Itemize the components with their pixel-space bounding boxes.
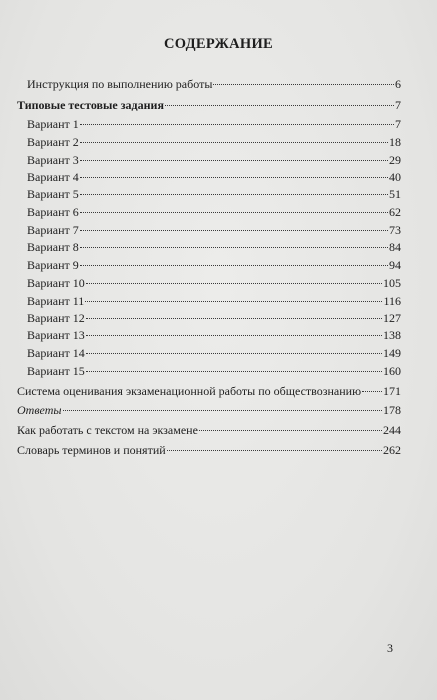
dot-leader bbox=[86, 335, 382, 336]
toc-entry-variant bbox=[27, 364, 401, 378]
toc-entry-label: Вариант 4 bbox=[27, 170, 79, 184]
toc-entry-variant bbox=[27, 240, 401, 254]
dot-leader bbox=[80, 124, 394, 125]
toc-entry-label: Вариант 2 bbox=[27, 135, 79, 149]
toc-entry-page: 73 bbox=[389, 223, 401, 237]
dot-leader bbox=[80, 230, 388, 231]
toc-entry-page: 262 bbox=[383, 443, 401, 457]
dot-leader bbox=[86, 318, 382, 319]
dot-leader bbox=[86, 353, 382, 354]
toc-entry-grading-system bbox=[17, 384, 401, 398]
dot-leader bbox=[86, 283, 382, 284]
toc-entry-variant bbox=[27, 205, 401, 219]
toc-entry-page: 62 bbox=[389, 205, 401, 219]
toc-entry-label: Вариант 6 bbox=[27, 205, 79, 219]
toc-entry-typical-tasks bbox=[17, 98, 401, 112]
toc-entry-label: Словарь терминов и понятий bbox=[17, 443, 166, 457]
toc-entry-label: Как работать с текстом на экзамене bbox=[17, 423, 198, 437]
dot-leader bbox=[80, 160, 388, 161]
dot-leader bbox=[165, 105, 394, 106]
toc-entry-label: Вариант 13 bbox=[27, 328, 85, 342]
page-title: СОДЕРЖАНИЕ bbox=[163, 36, 274, 52]
dot-leader bbox=[213, 84, 394, 85]
dot-leader bbox=[362, 391, 382, 392]
toc-entry-variant bbox=[27, 276, 401, 290]
toc-entry-label: Вариант 9 bbox=[27, 258, 79, 272]
toc-entry-page: 116 bbox=[383, 294, 401, 308]
toc-entry-variant bbox=[27, 117, 401, 131]
dot-leader bbox=[85, 301, 382, 302]
toc-entry-glossary bbox=[17, 443, 401, 457]
toc-entry-variant bbox=[27, 311, 401, 325]
toc-entry-label: Инструкция по выполнению работы bbox=[27, 77, 213, 91]
toc-entry-label: Система оценивания экзаменационной работы по обществознанию bbox=[17, 384, 362, 398]
dot-leader bbox=[80, 142, 388, 143]
toc-entry-variant bbox=[27, 223, 401, 237]
toc-entry-page: 171 bbox=[383, 384, 401, 398]
toc-entry-instructions bbox=[27, 77, 401, 91]
toc-entry-variant bbox=[27, 170, 401, 184]
toc-entry-page: 7 bbox=[395, 98, 401, 112]
toc-entry-page: 138 bbox=[383, 328, 401, 342]
toc-entry-variant bbox=[27, 153, 401, 167]
toc-entry-label: Вариант 12 bbox=[27, 311, 85, 325]
toc-entry-page: 18 bbox=[389, 135, 401, 149]
toc-entry-page: 51 bbox=[389, 187, 401, 201]
toc-entry-answers bbox=[17, 403, 401, 417]
dot-leader bbox=[80, 177, 388, 178]
toc-entry-variant bbox=[27, 258, 401, 272]
toc-entry-page: 160 bbox=[383, 364, 401, 378]
toc-entry-label: Вариант 5 bbox=[27, 187, 79, 201]
dot-leader bbox=[167, 450, 382, 451]
page-number: 3 bbox=[387, 641, 393, 655]
toc-entry-page: 94 bbox=[389, 258, 401, 272]
toc-entry-page: 127 bbox=[383, 311, 401, 325]
dot-leader bbox=[80, 212, 388, 213]
toc-entry-variant bbox=[27, 294, 401, 308]
toc-entry-page: 84 bbox=[389, 240, 401, 254]
toc-entry-label: Вариант 11 bbox=[27, 294, 85, 308]
toc-entry-label: Типовые тестовые задания bbox=[17, 98, 164, 112]
toc-entry-variant bbox=[27, 346, 401, 360]
dot-leader bbox=[80, 265, 388, 266]
toc-entry-text-work bbox=[17, 423, 401, 437]
toc-entry-page: 6 bbox=[395, 77, 401, 91]
dot-leader bbox=[63, 410, 382, 411]
toc-entry-variant bbox=[27, 135, 401, 149]
toc-entry-page: 105 bbox=[383, 276, 401, 290]
toc-entry-label: Вариант 3 bbox=[27, 153, 79, 167]
toc-entry-label: Вариант 14 bbox=[27, 346, 85, 360]
toc-entry-page: 7 bbox=[395, 117, 401, 131]
toc-entry-variant bbox=[27, 328, 401, 342]
toc-entry-label: Вариант 10 bbox=[27, 276, 85, 290]
toc-entry-label: Ответы bbox=[17, 403, 62, 417]
toc-entry-page: 244 bbox=[383, 423, 401, 437]
toc-entry-label: Вариант 7 bbox=[27, 223, 79, 237]
toc-entry-page: 29 bbox=[389, 153, 401, 167]
toc-entry-label: Вариант 8 bbox=[27, 240, 79, 254]
toc-entry-label: Вариант 1 bbox=[27, 117, 79, 131]
dot-leader bbox=[86, 371, 382, 372]
dot-leader bbox=[80, 194, 388, 195]
dot-leader bbox=[80, 247, 388, 248]
toc-entry-page: 40 bbox=[389, 170, 401, 184]
toc-entry-page: 178 bbox=[383, 403, 401, 417]
toc-entry-label: Вариант 15 bbox=[27, 364, 85, 378]
toc-entry-variant bbox=[27, 187, 401, 201]
dot-leader bbox=[199, 430, 382, 431]
toc-entry-page: 149 bbox=[383, 346, 401, 360]
